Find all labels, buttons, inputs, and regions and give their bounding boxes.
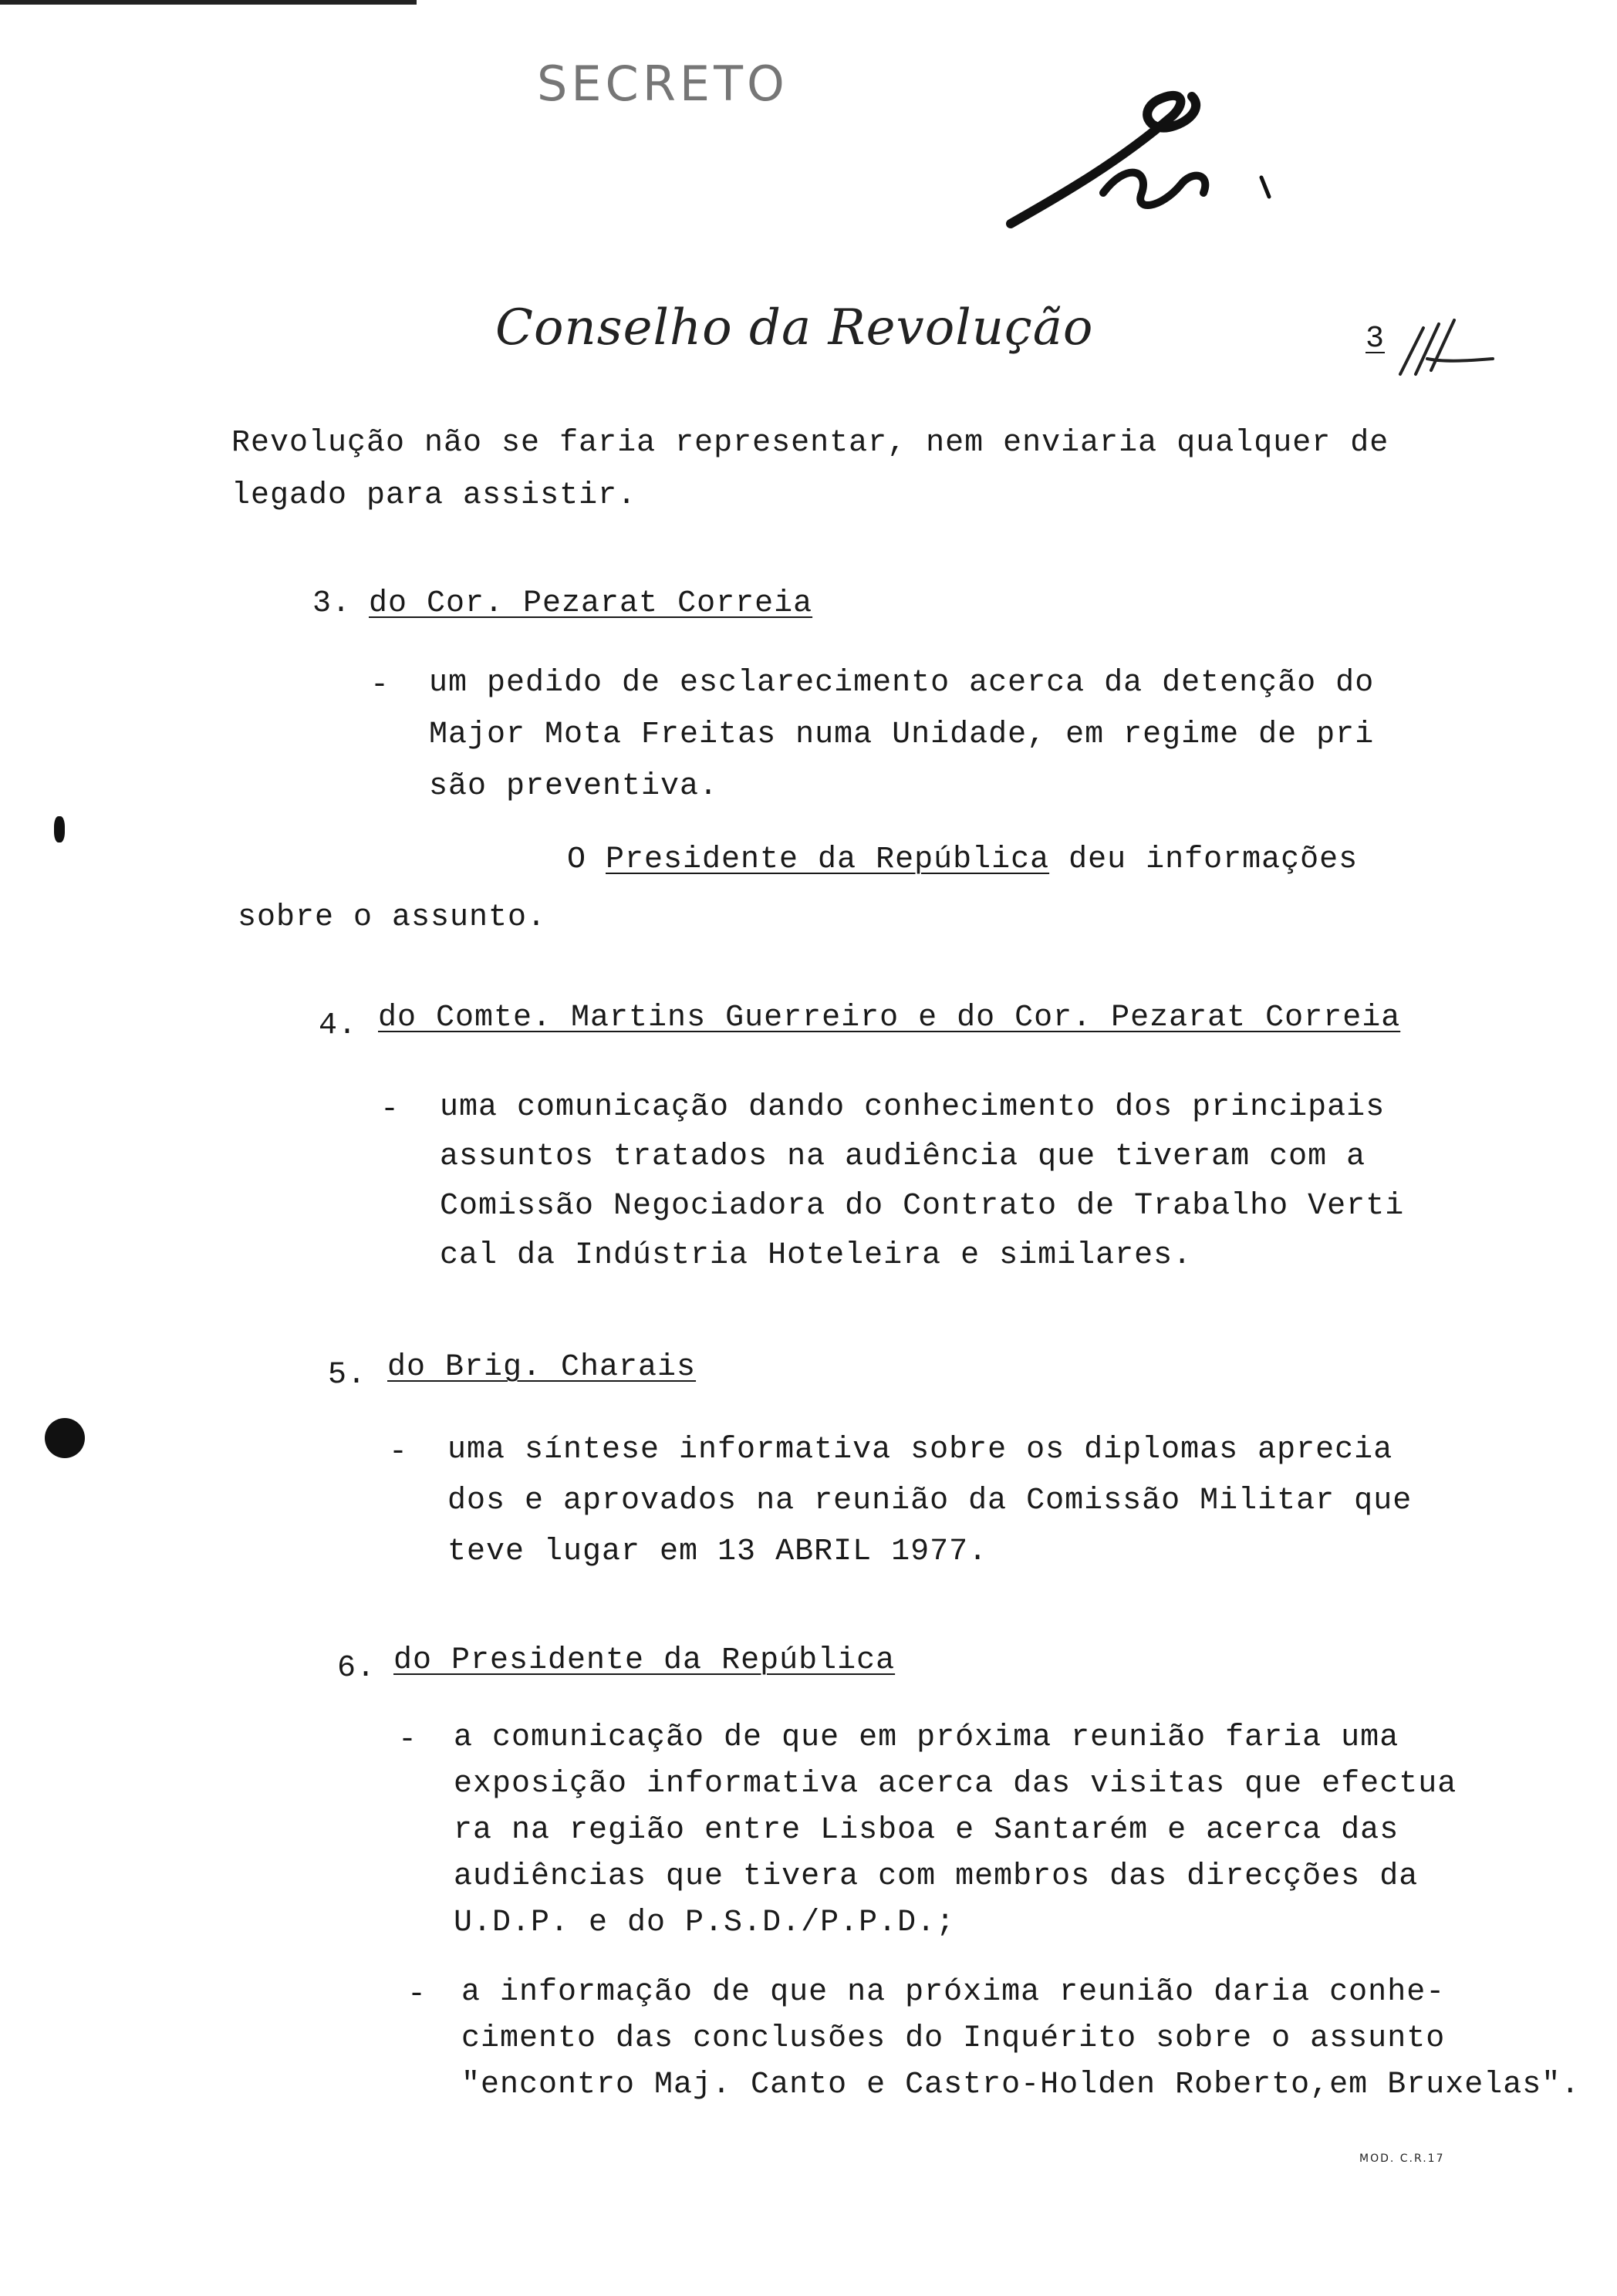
- bullet-line: um pedido de esclarecimento acerca da detenção do: [429, 666, 1375, 701]
- bullet-line: U.D.P. e do P.S.D./P.P.D.;: [454, 1906, 956, 1940]
- form-code: MOD. C.R.17: [1359, 2152, 1445, 2165]
- bullet-dash: -: [380, 1092, 400, 1127]
- bullet-line: teve lugar em 13 ABRIL 1977.: [447, 1535, 988, 1569]
- bullet-line: uma comunicação dando conhecimento dos principais: [440, 1090, 1386, 1125]
- intro-line-1: Revolução não se faria representar, nem enviaria qualquer de: [231, 426, 1389, 461]
- bullet-line: cimento das conclusões do Inquérito sobre o assunto: [461, 2021, 1446, 2056]
- bullet-line: "encontro Maj. Canto e Castro-Holden Roberto,em Bruxelas".: [461, 2068, 1581, 2102]
- response-suffix: deu informações: [1049, 842, 1359, 877]
- bullet-line: a comunicação de que em próxima reunião faria uma: [454, 1720, 1399, 1755]
- bullet-dash: -: [407, 1977, 427, 2012]
- item-number: 4.: [319, 1008, 358, 1043]
- letterhead-title: Conselho da Revolução: [495, 299, 1094, 356]
- bullet-dash: -: [370, 668, 390, 703]
- bullet-line: assuntos tratados na audiência que tiveram com a: [440, 1140, 1366, 1174]
- item-heading: do Brig. Charais: [387, 1350, 697, 1385]
- bullet-line: cal da Indústria Hoteleira e similares.: [440, 1238, 1193, 1273]
- item-number: 3.: [312, 586, 352, 621]
- bullet-line: Comissão Negociadora do Contrato de Trabalho Verti: [440, 1189, 1405, 1224]
- bullet-line: uma síntese informativa sobre os diplomas aprecia: [447, 1433, 1393, 1467]
- scan-edge-mark: [0, 0, 417, 5]
- bullet-line: audiências que tivera com membros das direcções da: [454, 1859, 1419, 1894]
- bullet-line: Major Mota Freitas numa Unidade, em regime de pri: [429, 718, 1375, 752]
- bullet-line: ra na região entre Lisboa e Santarém e acerca das: [454, 1813, 1399, 1848]
- response-line: [567, 842, 1359, 877]
- item-heading: do Cor. Pezarat Correia: [369, 586, 813, 621]
- bullet-dash: -: [398, 1723, 417, 1757]
- handwritten-signature: [995, 77, 1281, 239]
- response-prefix: O: [567, 842, 606, 877]
- binder-hole: [45, 1418, 85, 1458]
- response-subject: Presidente da República: [606, 842, 1050, 877]
- page-initials: [1381, 305, 1497, 390]
- bullet-line: a informação de que na próxima reunião daria conhe-: [461, 1975, 1446, 2010]
- item-number: 5.: [328, 1358, 367, 1393]
- margin-mark: [54, 816, 65, 842]
- item-heading: do Presidente da República: [393, 1643, 896, 1678]
- bullet-line: exposição informativa acerca das visitas que efectua: [454, 1767, 1457, 1801]
- page-number: 3: [1366, 322, 1386, 356]
- item-heading: do Comte. Martins Guerreiro e do Cor. Pezarat Correia: [378, 1001, 1401, 1035]
- secret-stamp: SECRETO: [537, 56, 788, 112]
- bullet-line: dos e aprovados na reunião da Comissão Militar que: [447, 1484, 1413, 1518]
- bullet-line: são preventiva.: [429, 769, 719, 804]
- intro-line-2: legado para assistir.: [231, 478, 637, 513]
- bullet-dash: -: [389, 1435, 408, 1470]
- response-cont: sobre o assunto.: [238, 900, 547, 935]
- item-number: 6.: [337, 1651, 376, 1686]
